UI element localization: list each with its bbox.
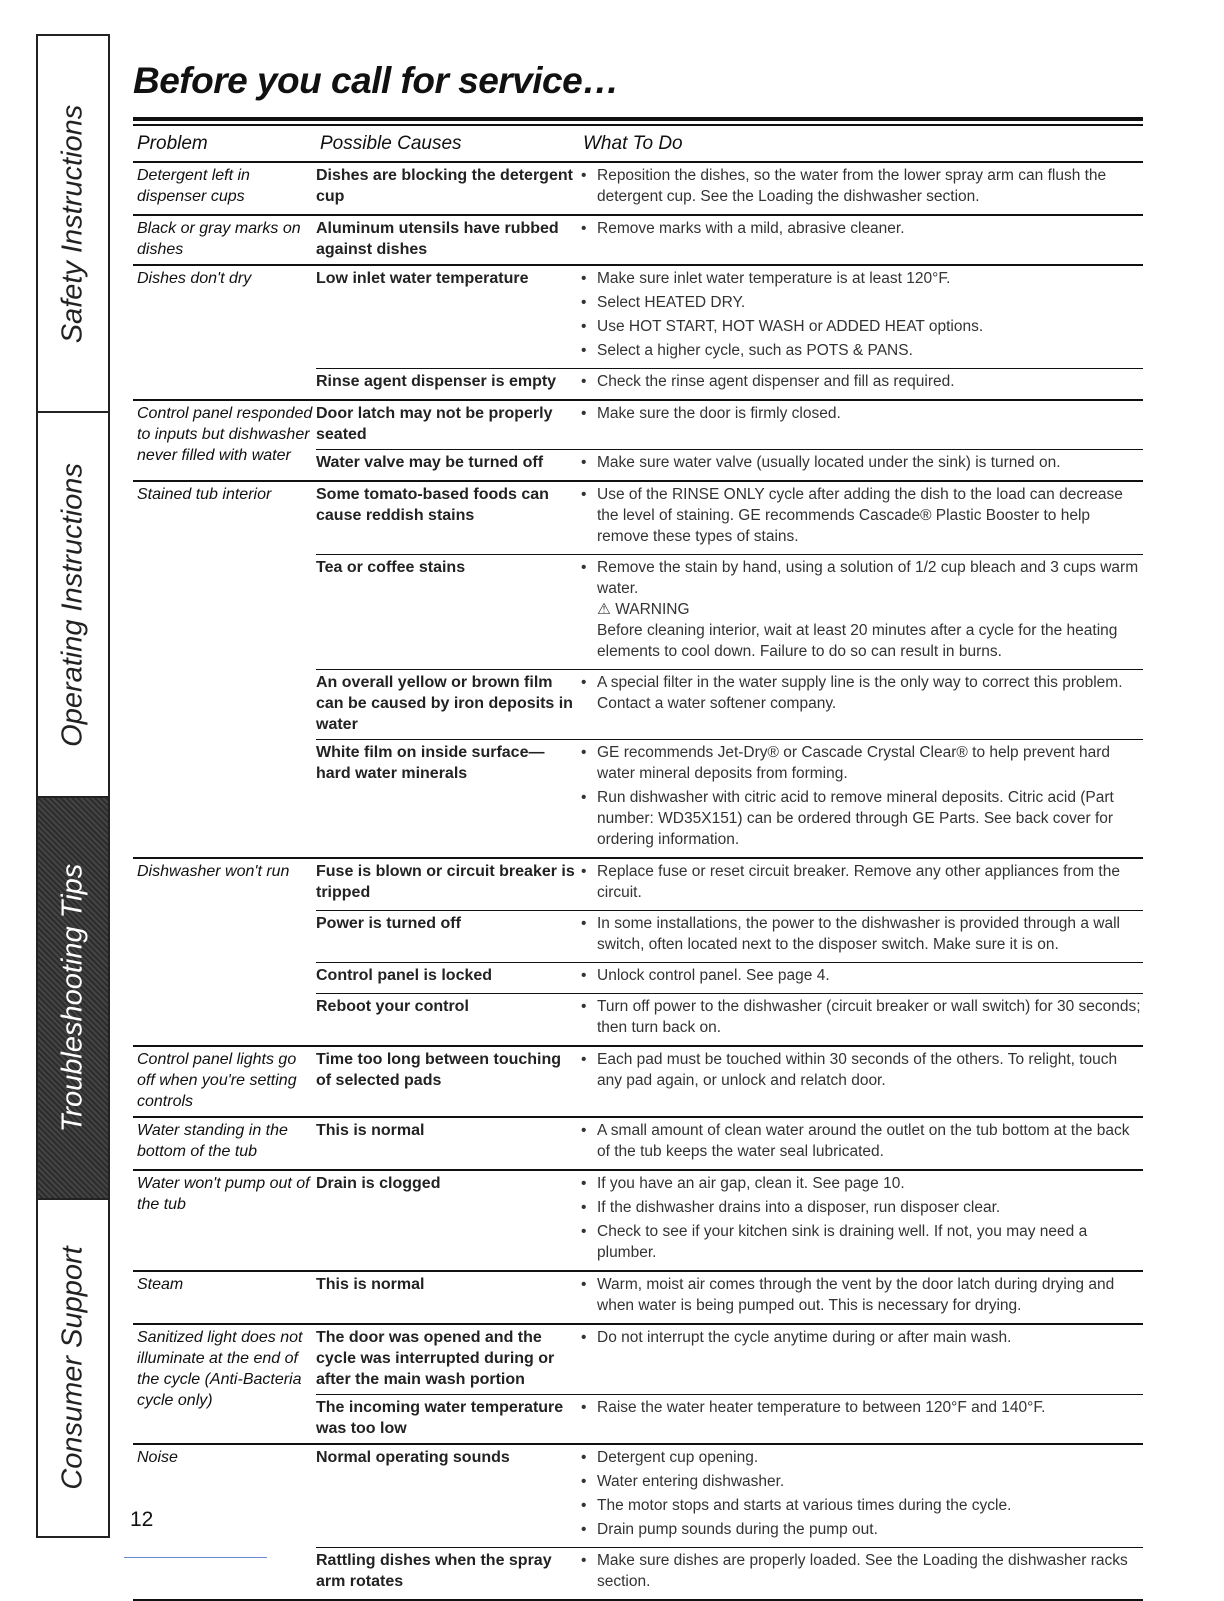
problem-group — [133, 1272, 1143, 1325]
problem-text: Control panel lights go off when you're setting controls — [137, 1051, 297, 1110]
cause-text: Reboot your control — [316, 998, 469, 1015]
problem-group — [133, 1445, 1143, 1601]
problem-group — [133, 216, 1143, 266]
problem-group — [133, 401, 1143, 482]
cause-row — [316, 993, 1143, 1045]
cause-row — [316, 163, 1143, 214]
table-header — [133, 130, 1143, 163]
todo-item: • Check to see if your kitchen sink is draining well. If not, you may need a plumber. — [579, 1221, 1143, 1263]
todo-item: • GE recommends Jet-Dry® or Cascade Crystal Clear® to help prevent hard water mineral deposits from forming. — [579, 742, 1143, 784]
sidebar-tab-troubleshooting[interactable] — [38, 798, 108, 1200]
problem-text: Noise — [137, 1449, 178, 1466]
problem-group — [133, 163, 1143, 216]
cause-row — [316, 1547, 1143, 1599]
table-body — [133, 163, 1143, 1601]
todo-item: • A special filter in the water supply line is the only way to correct this problem. Contact a water softener company. — [579, 672, 1143, 714]
todo-item: • Replace fuse or reset circuit breaker. Remove any other appliances from the circuit. — [579, 861, 1143, 903]
problem-text: Steam — [137, 1276, 184, 1293]
todo-item: • Check the rinse agent dispenser and fill as required. — [579, 371, 1143, 392]
problem-group — [133, 266, 1143, 401]
sidebar-tab-label: Troubleshooting Tips — [56, 863, 89, 1133]
problem-text: Water won't pump out of the tub — [137, 1175, 310, 1213]
problem-text: Water standing in the bottom of the tub — [137, 1122, 288, 1160]
cause-row — [316, 401, 1143, 449]
todo-item: • Turn off power to the dishwasher (circuit breaker or wall switch) for 30 seconds; then turn back on. — [579, 996, 1143, 1038]
cause-text: Rinse agent dispenser is empty — [316, 373, 557, 390]
todo-item: • Detergent cup opening. — [579, 1447, 1143, 1468]
todo-item: • Make sure the door is firmly closed. — [579, 403, 1143, 424]
cause-row — [316, 910, 1143, 962]
todo-item: • Use of the RINSE ONLY cycle after adding the dish to the load can decrease the level of staining. GE recommends Cascade® Plastic Booster to help remove these types of stains. — [579, 484, 1143, 547]
problem-text: Dishes don't dry — [137, 270, 252, 287]
cause-text: Power is turned off — [316, 915, 461, 932]
sidebar-tab-consumer-support[interactable] — [38, 1200, 108, 1536]
cause-row — [316, 859, 1143, 910]
cause-row — [316, 669, 1143, 739]
problem-text: Stained tub interior — [137, 486, 272, 503]
problem-text: Black or gray marks on dishes — [137, 220, 301, 258]
todo-item: • A small amount of clean water around the outlet on the tub bottom at the back of the tub keeps the water seal lubricated. — [579, 1120, 1143, 1162]
todo-item: • Warm, moist air comes through the vent by the door latch during drying and when water is being pumped out. This is necessary for drying. — [579, 1274, 1143, 1316]
todo-item: • Run dishwasher with citric acid to remove mineral deposits. Citric acid (Part number: WD35X151) can be ordered through GE Parts. See back cover for ordering information. — [579, 787, 1143, 850]
sidebar-tab-label: Consumer Support — [56, 1246, 89, 1490]
cause-text: An overall yellow or brown film can be caused by iron deposits in water — [316, 674, 573, 733]
page-number: 12 — [130, 1508, 154, 1531]
page-title: Before you call for service… — [133, 60, 619, 101]
cause-row — [316, 1394, 1143, 1443]
cause-text: Some tomato-based foods can cause reddish stains — [316, 486, 549, 524]
cause-text: Control panel is locked — [316, 967, 493, 984]
cause-row — [316, 1445, 1143, 1547]
cause-text: Fuse is blown or circuit breaker is tripped — [316, 863, 575, 901]
todo-item: • Make sure inlet water temperature is at least 120°F. — [579, 268, 1143, 289]
cause-text: White film on inside surface— hard water minerals — [316, 744, 545, 782]
todo-item: • Do not interrupt the cycle anytime during or after main wash. — [579, 1327, 1143, 1348]
header-problem: Problem — [137, 133, 208, 154]
cause-text: Door latch may not be properly seated — [316, 405, 553, 443]
header-causes: Possible Causes — [320, 133, 462, 154]
sidebar-tab-safety[interactable] — [38, 36, 108, 413]
sidebar-tab-label: Safety Instructions — [56, 104, 89, 343]
cause-row — [316, 739, 1143, 857]
cause-text: Rattling dishes when the spray arm rotates — [316, 1552, 552, 1590]
cause-row — [316, 1325, 1143, 1394]
todo-item: • Water entering dishwasher. — [579, 1471, 1143, 1492]
problem-group — [133, 1047, 1143, 1118]
problem-text: Sanitized light does not illuminate at the end of the cycle (Anti-Bacteria cycle only) — [137, 1329, 303, 1409]
cause-text: Low inlet water temperature — [316, 270, 529, 287]
todo-item: • Reposition the dishes, so the water from the lower spray arm can flush the detergent cup. See the Loading the dishwasher section. — [579, 165, 1143, 207]
cause-row — [316, 449, 1143, 480]
section-sidebar — [36, 34, 110, 1538]
todo-item: • Remove marks with a mild, abrasive cleaner. — [579, 218, 1143, 239]
footer-line — [124, 1557, 267, 1558]
cause-text: Normal operating sounds — [316, 1449, 510, 1466]
cause-text: The door was opened and the cycle was interrupted during or after the main wash portion — [316, 1329, 555, 1388]
title-rule — [133, 117, 1143, 121]
problem-group — [133, 1325, 1143, 1445]
todo-item: • Make sure dishes are properly loaded. See the Loading the dishwasher racks section. — [579, 1550, 1143, 1592]
todo-item: • Raise the water heater temperature to between 120°F and 140°F. — [579, 1397, 1143, 1418]
cause-text: Drain is clogged — [316, 1175, 441, 1192]
todo-item: • Make sure water valve (usually located under the sink) is turned on. — [579, 452, 1143, 473]
todo-item: • Use HOT START, HOT WASH or ADDED HEAT options. — [579, 316, 1143, 337]
cause-row — [316, 216, 1143, 264]
todo-item: • Drain pump sounds during the pump out. — [579, 1519, 1143, 1540]
cause-row — [316, 962, 1143, 993]
cause-row — [316, 1118, 1143, 1169]
sidebar-tab-operating[interactable] — [38, 413, 108, 798]
sidebar-tab-label: Operating Instructions — [56, 462, 89, 747]
problem-group — [133, 859, 1143, 1047]
problem-group — [133, 482, 1143, 859]
cause-row — [316, 368, 1143, 399]
cause-text: Aluminum utensils have rubbed against dishes — [316, 220, 559, 258]
cause-text: This is normal — [316, 1122, 425, 1139]
problem-group — [133, 1118, 1143, 1171]
cause-text: Water valve may be turned off — [316, 454, 544, 471]
todo-item: • Remove the stain by hand, using a solution of 1/2 cup bleach and 3 cups warm water. ⚠ WARNING Before cleaning interior, wait at least 20 minutes after a cycle for the heating elements to cool down. Failure to do so can result in burns. — [579, 557, 1143, 662]
cause-row — [316, 266, 1143, 368]
problem-text: Dishwasher won't run — [137, 863, 290, 880]
header-what-to-do: What To Do — [583, 133, 683, 154]
todo-item: • In some installations, the power to the dishwasher is provided through a wall switch, often located next to the disposer switch. Make sure it is on. — [579, 913, 1143, 955]
cause-row — [316, 1272, 1143, 1323]
todo-item: • Unlock control panel. See page 4. — [579, 965, 1143, 986]
cause-row — [316, 554, 1143, 669]
cause-row — [316, 482, 1143, 554]
title-rule-thin — [133, 124, 1143, 126]
cause-text: Time too long between touching of selected pads — [316, 1051, 562, 1089]
cause-text: Tea or coffee stains — [316, 559, 466, 576]
troubleshooting-table — [133, 130, 1143, 1601]
todo-item: • If you have an air gap, clean it. See page 10. — [579, 1173, 1143, 1194]
cause-text: This is normal — [316, 1276, 425, 1293]
problem-group — [133, 1171, 1143, 1272]
cause-row — [316, 1047, 1143, 1098]
todo-item: • Select a higher cycle, such as POTS & PANS. — [579, 340, 1143, 361]
cause-row — [316, 1171, 1143, 1270]
todo-item: • Each pad must be touched within 30 seconds of the others. To relight, touch any pad again, or unlock and relatch door. — [579, 1049, 1143, 1091]
cause-text: Dishes are blocking the detergent cup — [316, 167, 573, 205]
problem-text: Detergent left in dispenser cups — [137, 167, 250, 205]
cause-text: The incoming water temperature was too low — [316, 1399, 564, 1437]
todo-item: • The motor stops and starts at various times during the cycle. — [579, 1495, 1143, 1516]
todo-item: • Select HEATED DRY. — [579, 292, 1143, 313]
todo-item: • If the dishwasher drains into a disposer, run disposer clear. — [579, 1197, 1143, 1218]
problem-text: Control panel responded to inputs but dishwasher never filled with water — [137, 405, 313, 464]
